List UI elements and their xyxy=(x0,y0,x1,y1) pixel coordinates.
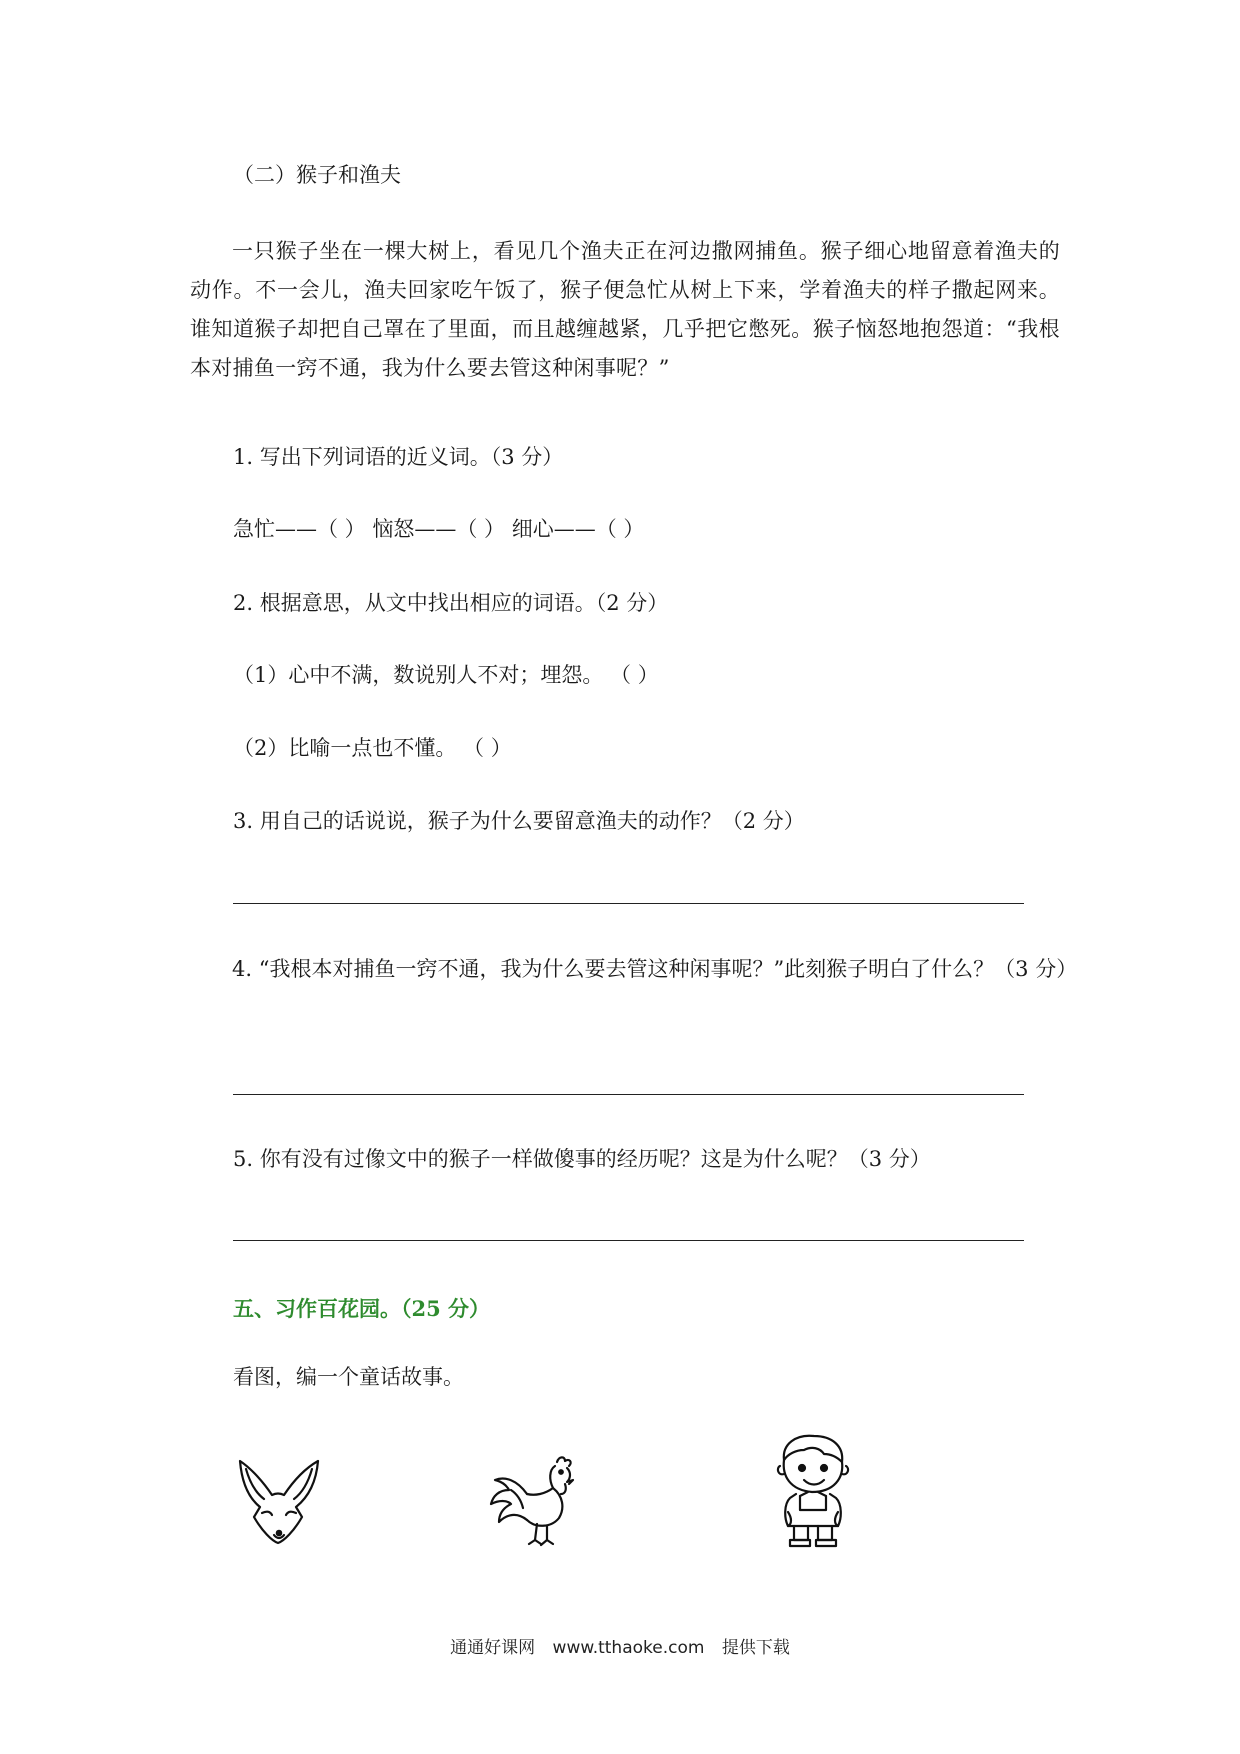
question-1-answers: 急忙——（ ） 恼怒——（ ） 细心——（ ） xyxy=(233,517,645,541)
rooster-icon xyxy=(487,1450,587,1550)
section-5-title: 五、习作百花园。（25 分） xyxy=(233,1296,491,1321)
section-5-prompt: 看图，编一个童话故事。 xyxy=(233,1365,464,1389)
question-5: 5. 你有没有过像文中的猴子一样做傻事的经历呢？这是为什么呢？（3 分） xyxy=(233,1147,931,1171)
answer-line-5[interactable] xyxy=(233,1240,1024,1241)
question-2: 2. 根据意思，从文中找出相应的词语。（2 分） xyxy=(233,591,669,615)
question-1: 1. 写出下列词语的近义词。（3 分） xyxy=(233,445,564,469)
question-3: 3. 用自己的话说说，猴子为什么要留意渔夫的动作？（2 分） xyxy=(233,809,805,833)
passage-heading: （二）猴子和渔夫 xyxy=(233,163,401,187)
footer-suffix: 提供下载 xyxy=(721,1638,790,1658)
answer-line-4[interactable] xyxy=(233,1094,1024,1095)
question-2-sub-1: （1）心中不满，数说别人不对；埋怨。 （ ） xyxy=(233,663,659,687)
question-2-sub-2: （2）比喻一点也不懂。 （ ） xyxy=(233,736,512,760)
question-4: 4. “我根本对捕鱼一窍不通，我为什么要去管这种闲事呢？”此刻猴子明白了什么？（3 分） xyxy=(232,957,1078,981)
fox-icon xyxy=(232,1455,324,1547)
passage-body: 一只猴子坐在一棵大树上，看见几个渔夫正在河边撒网捕鱼。猴子细心地留意着渔夫的动作。不一会儿，渔夫回家吃午饭了，猴子便急忙从树上下来，学着渔夫的样子撒起网来。谁知道猴子却把自己罩在了里面，而且越缠越紧，几乎把它憋死。猴子恼怒地抱怨道：“我根本对捕鱼一窍不通，我为什么要去管这种闲事呢？” xyxy=(190,239,1060,380)
answer-line-3[interactable] xyxy=(233,903,1024,904)
boy-icon xyxy=(772,1432,854,1552)
footer-url[interactable]: www.tthaoke.com xyxy=(552,1638,705,1658)
footer xyxy=(0,1633,1240,1658)
footer-site-name: 通通好课网 xyxy=(450,1638,536,1658)
